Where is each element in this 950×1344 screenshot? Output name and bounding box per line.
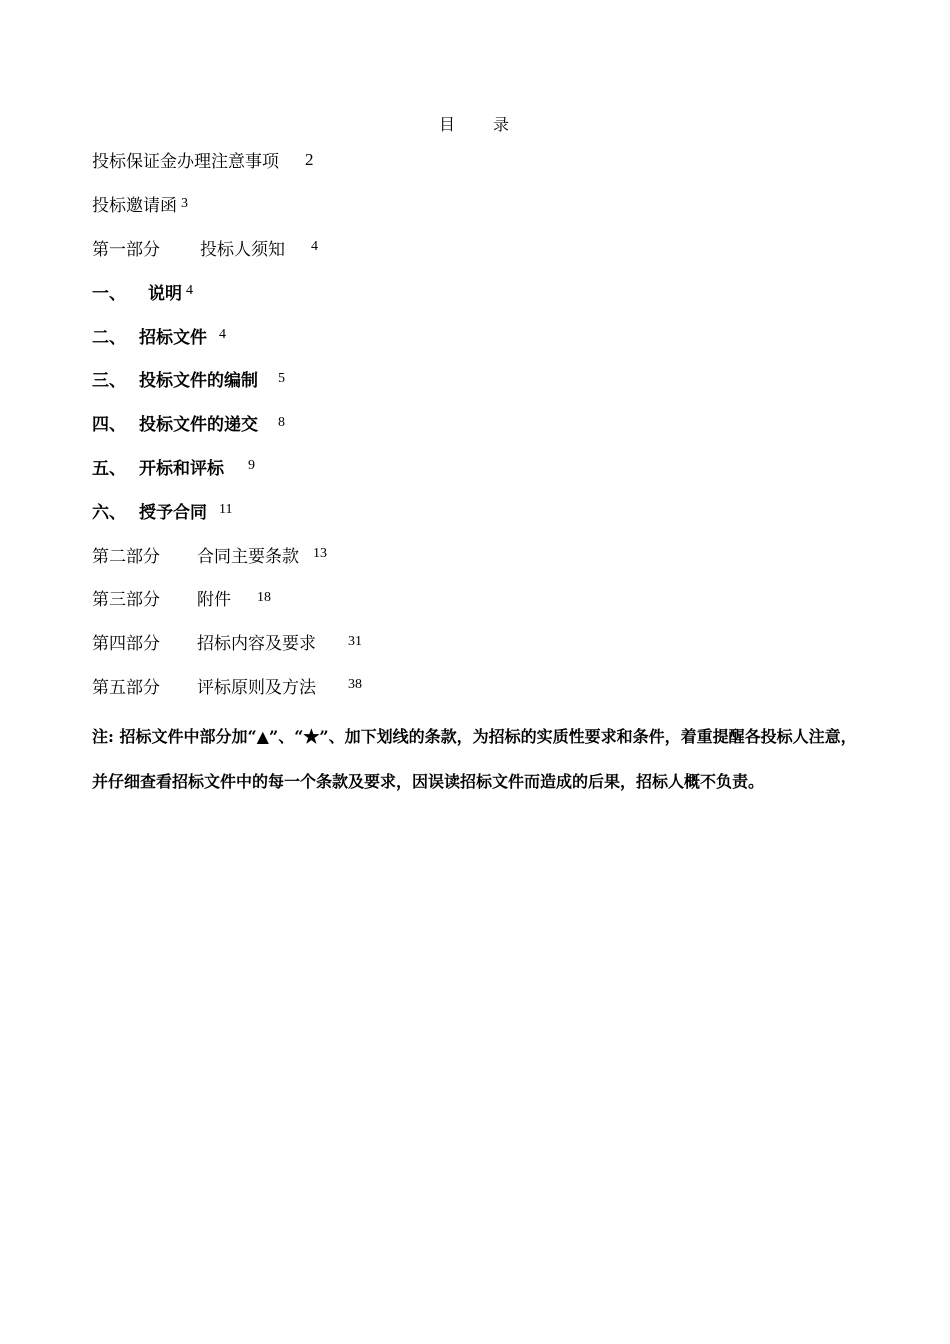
toc-entry-part5[interactable] <box>92 664 872 708</box>
toc-entry-deposit-notice[interactable] <box>92 138 872 182</box>
toc-entry-label: 说明 <box>148 283 182 304</box>
toc-entry-label: 投标邀请函 <box>92 196 177 217</box>
toc-entry-prefix: 第四部分 <box>92 634 160 655</box>
toc-entry-prefix: 四、 <box>92 415 126 436</box>
toc-entry-page: 4 <box>311 239 318 255</box>
toc-entry-part4[interactable] <box>92 620 872 664</box>
toc-entry-page: 4 <box>219 327 226 343</box>
toc-entry-label: 招标内容及要求 <box>197 634 316 655</box>
toc-entry-section-5[interactable] <box>92 445 872 489</box>
toc-entry-prefix: 五、 <box>92 458 126 479</box>
toc-entry-section-4[interactable] <box>92 401 872 445</box>
toc-entry-page: 11 <box>219 502 233 518</box>
toc-entry-page: 5 <box>278 370 285 386</box>
toc-entry-page: 4 <box>186 283 193 299</box>
toc-entry-page: 8 <box>278 414 285 430</box>
toc-entry-prefix: 第二部分 <box>92 546 160 567</box>
toc-entry-prefix: 第一部分 <box>92 239 160 260</box>
toc-entry-section-3[interactable] <box>92 357 872 401</box>
toc-entry-page: 3 <box>181 195 188 211</box>
toc-entry-label: 附件 <box>197 590 231 611</box>
toc-entry-section-2[interactable] <box>92 313 872 357</box>
toc-entry-section-1[interactable] <box>92 269 872 313</box>
toc-entry-part1[interactable] <box>92 226 872 270</box>
toc-entry-label: 投标文件的递交 <box>139 415 258 436</box>
toc-entry-invitation[interactable] <box>92 182 872 226</box>
toc-entry-label: 投标人须知 <box>200 239 285 260</box>
toc-entry-prefix: 二、 <box>92 327 126 348</box>
toc-entry-prefix: 一、 <box>92 283 126 304</box>
toc-entry-label: 评标原则及方法 <box>197 677 316 698</box>
toc-entry-prefix: 第三部分 <box>92 590 160 611</box>
toc-entry-label: 开标和评标 <box>139 458 224 479</box>
toc-entry-page: 31 <box>348 633 362 649</box>
toc-entry-page: 2 <box>305 149 314 169</box>
toc-entry-part3[interactable] <box>92 576 872 620</box>
notice-paragraph: 注: 招标文件中部分加“▲”、“★”、加下划线的条款，为招标的实质性要求和条件，着重提醒各投标人注意，并仔细查看招标文件中的每一个条款及要求，因误读招标文件而造成的后果，招标人概不负责。 <box>92 727 857 791</box>
toc-entry-page: 9 <box>248 458 255 474</box>
toc-entry-label: 投标文件的编制 <box>139 371 258 392</box>
toc-entry-label: 授予合同 <box>139 502 207 523</box>
toc-entry-label: 合同主要条款 <box>197 546 299 567</box>
toc-entry-label: 投标保证金办理注意事项 <box>92 152 279 173</box>
toc-entry-page: 13 <box>313 546 327 562</box>
toc-entry-prefix: 三、 <box>92 371 126 392</box>
toc-entry-label: 招标文件 <box>139 327 207 348</box>
toc-entry-prefix: 六、 <box>92 502 126 523</box>
toc-title: 目 录 <box>438 115 511 134</box>
table-of-contents <box>92 138 872 707</box>
toc-entry-page: 38 <box>348 677 362 693</box>
toc-entry-part2[interactable] <box>92 532 872 576</box>
toc-entry-section-6[interactable] <box>92 488 872 532</box>
toc-entry-prefix: 第五部分 <box>92 677 160 698</box>
toc-entry-page: 18 <box>257 589 271 605</box>
